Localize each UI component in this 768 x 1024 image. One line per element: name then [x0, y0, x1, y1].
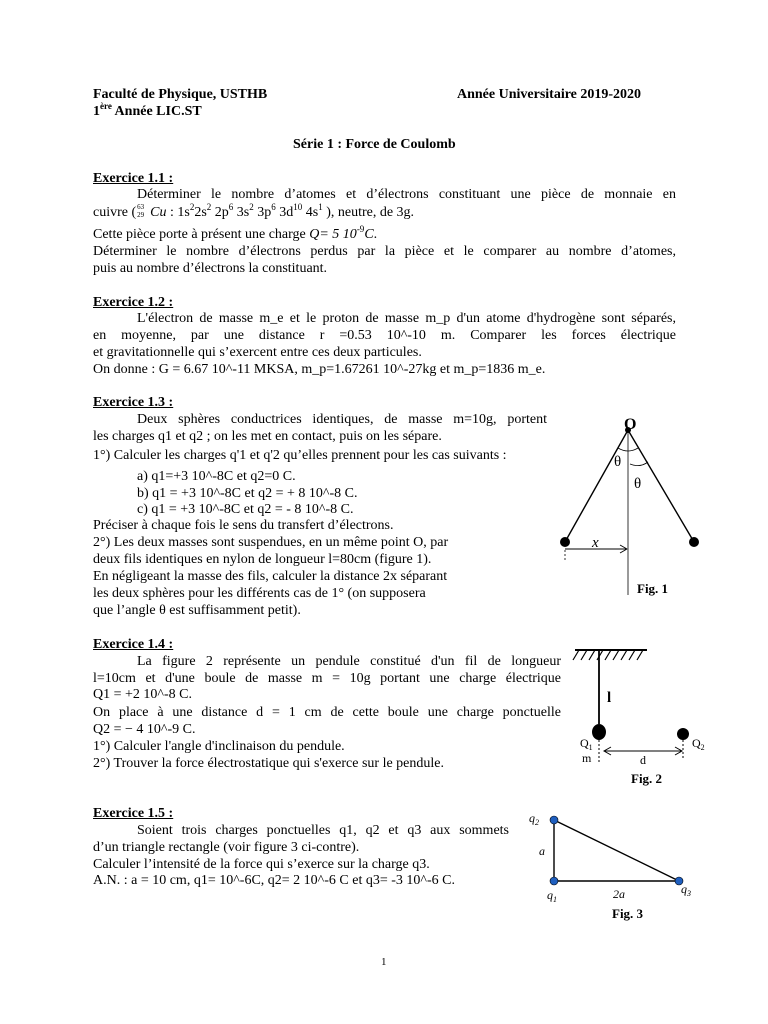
faculty-name: Faculté de Physique, USTHB — [93, 87, 268, 102]
exercise-1-3-line-6: deux fils identiques en nylon de longueur l=80cm (figure 1). — [93, 552, 432, 567]
exercise-1-3-line-9: que l’angle θ est suffisamment petit). — [93, 603, 301, 618]
exercise-1-5-title: Exercice 1.5 : — [93, 806, 174, 821]
academic-year: Année Universitaire 2019-2020 — [457, 87, 642, 102]
exercise-1-5-line-3: Calculer l’intensité de la force qui s’exerce sur la charge q3. — [93, 857, 430, 872]
exercise-1-1-line-1: Déterminer le nombre d’atomes et d’électrons constituant une pièce de monnaie en — [137, 187, 676, 202]
exercise-1-5-line-1: Soient trois charges ponctuelles q1, q2 et q3 aux sommets — [137, 823, 509, 838]
exercise-1-4-question-2: 2°) Trouver la force électrostatique qui s'exerce sur le pendule. — [93, 756, 444, 771]
point-o-label: O — [624, 416, 637, 433]
exercise-1-3-line-1: Deux sphères conductrices identiques, de masse m=10g, portent — [137, 412, 547, 427]
figure-2-pendulum — [565, 640, 725, 790]
exercise-1-1-copper-config: cuivre ( 63 29 Cu : $1s^22s^2$ $2p^6$ $3s^2$ $3p^6$ $3d^{10}$ $4s^1$ ), neutre, de 3g. — [93, 202, 415, 220]
exercise-1-4-title: Exercice 1.4 : — [93, 637, 174, 652]
theta-arc-right — [630, 462, 648, 466]
left-thread — [565, 430, 628, 542]
q3-label: $q_3$ — [681, 882, 691, 898]
theta-label-left: θ — [614, 454, 622, 470]
charge-q2-dot — [550, 816, 558, 824]
exercise-1-4-question-1: 1°) Calculer l'angle d'inclinaison du pendule. — [93, 739, 345, 754]
figure-1-caption: Fig. 1 — [637, 581, 669, 596]
length-label: l — [607, 690, 612, 706]
right-triangle — [554, 820, 679, 881]
x-label: x — [592, 535, 599, 551]
left-sphere — [560, 537, 570, 547]
exercise-1-2-constants: On donne : G = 6.67 10^-11 MKSA, m_p=1.67261 10^-27kg et m_p=1836 m_e. — [93, 362, 546, 377]
exercise-1-4-charge-q2: Q2 = − 4 10^-9 C. — [93, 722, 196, 737]
exercise-1-4-line-1: La figure 2 représente un pendule constitué d'un fil de longueur — [137, 654, 561, 669]
exercise-1-5-line-2: d’un triangle rectangle (voir figure 3 ci-contre). — [93, 840, 360, 855]
ceiling-hatch — [573, 650, 643, 660]
q2-label: $q_2$ — [529, 811, 539, 827]
exercise-1-1-charge: Cette pièce porte à présent une charge Q= 5 $10^{-9}C$. — [93, 224, 378, 242]
charge-q2-dot — [677, 728, 689, 740]
exercise-1-1-title: Exercice 1.1 : — [93, 171, 174, 186]
exercise-1-4-line-2: l=10cm et d'une boule de masse m = 10g portant une charge électrique — [93, 671, 561, 686]
exercise-1-4-charge-q1: Q1 = +2 10^-8 C. — [93, 687, 192, 702]
q1-label: $q_1$ — [547, 888, 557, 904]
figure-2-caption: Fig. 2 — [631, 771, 663, 786]
figure-3-caption: Fig. 3 — [612, 906, 644, 921]
side-2a-label: 2a — [613, 887, 625, 901]
q2-label: $Q_2$ — [692, 736, 705, 752]
exercise-1-3-title: Exercice 1.3 : — [93, 395, 174, 410]
student-level: 1ère Année LIC.ST — [93, 101, 202, 119]
exercise-1-2-line-3: et gravitationnelle qui s’exercent entre ces deux particules. — [93, 345, 422, 360]
charge-q1-dot — [550, 877, 558, 885]
pendulum-ball — [592, 724, 606, 740]
side-a-label: a — [539, 844, 545, 858]
series-title: Série 1 : Force de Coulomb — [293, 137, 456, 152]
figure-1-pendulum — [540, 410, 720, 600]
exercise-1-3-line-4: Préciser à chaque fois le sens du transfert d’électrons. — [93, 518, 394, 533]
figure-3-triangle — [520, 810, 710, 925]
exercise-1-3-question-2: 2°) Les deux masses sont suspendues, en un même point O, par — [93, 535, 449, 550]
right-sphere — [689, 537, 699, 547]
exercise-1-4-line-4: On place à une distance d = 1 cm de cette boule une charge ponctuelle — [93, 705, 561, 720]
exercise-1-3-case-b: b) q1 = +3 10^-8C et q2 = + 8 10^-8 C. — [137, 486, 358, 501]
exercise-1-5-numerical-values: A.N. : a = 10 cm, q1= 10^-6C, q2= 2 10^-6 C et q3= -3 10^-6 C. — [93, 873, 455, 888]
exercise-1-3-question-1: 1°) Calculer les charges q'1 et q'2 qu’elles prennent pour les cas suivants : — [93, 448, 507, 463]
exercise-1-3-case-a: a) q1=+3 10^-8C et q2=0 C. — [137, 469, 296, 484]
exercise-1-2-line-2: en moyenne, par une distance r =0.53 10^-10 m. Comparer les forces électrique — [93, 328, 676, 343]
exercise-1-1-line-4: Déterminer le nombre d’électrons perdus par la pièce et le comparer au nombre d’atomes, — [93, 244, 676, 259]
exercise-1-3-line-7: En négligeant la masse des fils, calculer la distance 2x séparant — [93, 569, 448, 584]
exercise-1-1-line-5: puis au nombre d’électrons la constituant. — [93, 261, 328, 276]
mass-label: m — [582, 751, 592, 765]
page-number: 1 — [381, 956, 387, 968]
d-label: d — [640, 753, 646, 767]
exercise-1-2-line-1: L'électron de masse m_e et le proton de masse m_p d'un atome d'hydrogène sont séparés, — [137, 311, 676, 326]
exercise-1-2-title: Exercice 1.2 : — [93, 295, 174, 310]
exercise-1-3-line-2: les charges q1 et q2 ; on les met en contact, puis on les sépare. — [93, 429, 442, 444]
exercise-1-3-case-c: c) q1 = +3 10^-8C et q2 = - 8 10^-8 C. — [137, 502, 354, 517]
q1-label: $Q_1$ — [580, 736, 593, 752]
theta-label-right: θ — [634, 476, 642, 492]
exercise-1-3-line-8: les deux sphères pour les différents cas de 1° (on supposera — [93, 586, 426, 601]
